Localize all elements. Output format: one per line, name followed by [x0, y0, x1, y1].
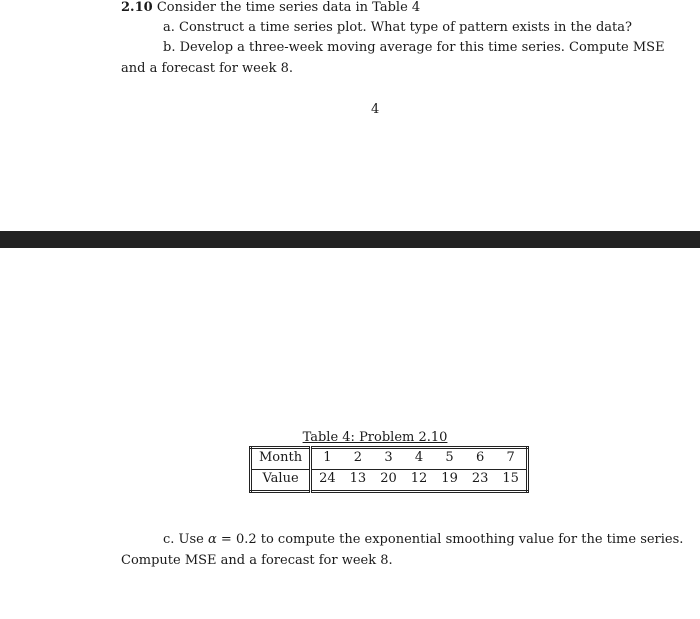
page-divider [0, 231, 700, 248]
problem-intro: Consider the time series data in Table 4 [156, 0, 421, 15]
table-cell: 20 [380, 471, 397, 486]
table-caption: Table 4: Problem 2.10 [302, 430, 448, 445]
part-c-prefix: c. Use [163, 532, 208, 547]
table-cell: 3 [373, 448, 404, 470]
problem-heading [121, 0, 420, 16]
value-header: Value [251, 470, 311, 492]
part-b-text-line1: b. Develop a three-week moving average for this time series. Compute MSE [163, 40, 665, 55]
part-a-text: a. Construct a time series plot. What type of pattern exists in the data? [163, 20, 632, 35]
table-cell: 5 [434, 448, 465, 470]
table-cell: 2 [343, 448, 374, 470]
table-row [251, 448, 528, 470]
table-cell: 15 [502, 471, 519, 486]
month-header: Month [251, 448, 311, 470]
page-number: 4 [371, 102, 380, 117]
part-c-text-line1 [163, 532, 683, 548]
part-c-text-line2: Compute MSE and a forecast for week 8. [121, 553, 393, 568]
table-cell: 23 [471, 471, 489, 486]
table-cell: 24 [319, 471, 336, 486]
problem-number: 2.10 [121, 0, 153, 15]
table-cell: 7 [495, 448, 527, 470]
table-cell: 19 [441, 471, 458, 486]
table-caption-wrapper [0, 430, 700, 446]
table-cell: 13 [349, 471, 367, 486]
table-cell: 6 [465, 448, 496, 470]
table-cell: 12 [410, 471, 428, 486]
part-c-suffix: = 0.2 to compute the exponential smoothing value for the time series. [216, 532, 684, 547]
alpha-symbol: α [208, 532, 217, 547]
part-b-text-line2: and a forecast for week 8. [121, 61, 293, 76]
table-cell: 4 [404, 448, 435, 470]
data-table [249, 446, 529, 493]
table-cell: 1 [311, 448, 343, 470]
table-row [251, 470, 528, 492]
